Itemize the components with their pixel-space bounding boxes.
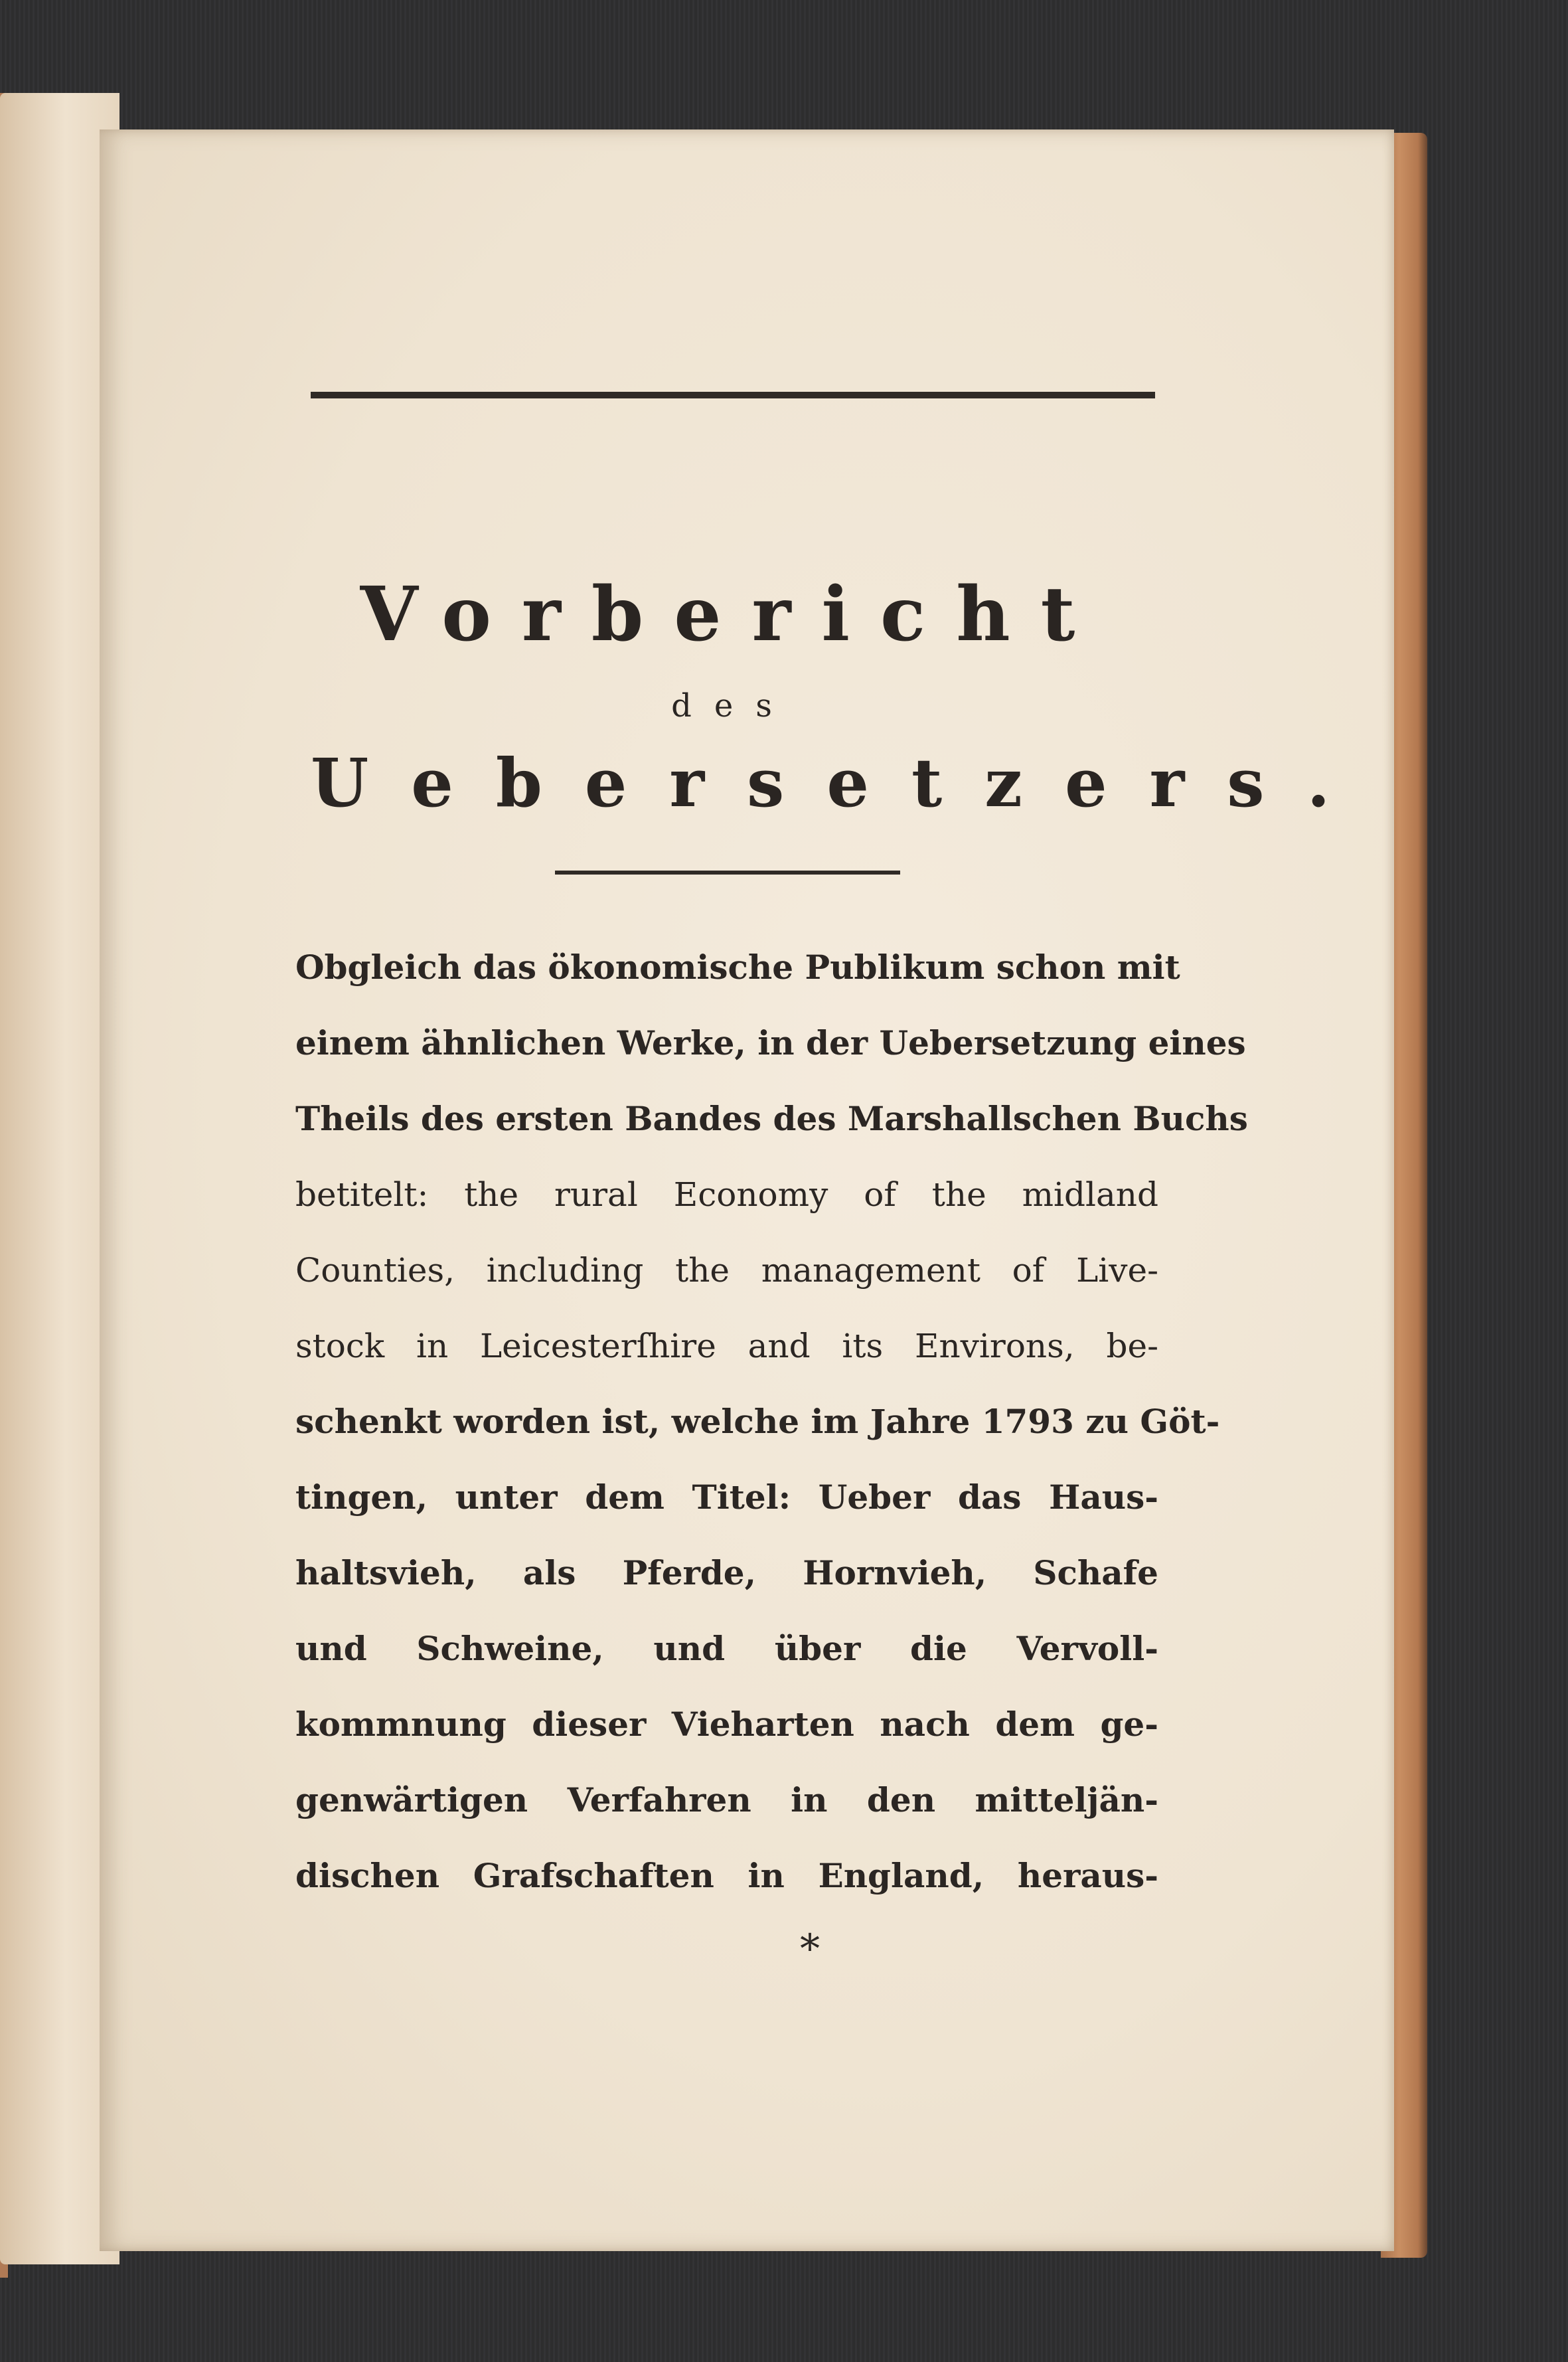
text-line: Obgleich das ökonomische Publikum schon mit	[295, 948, 1180, 987]
text-line: einem ähnlichen Werke, in der Uebersetzung eines	[295, 1023, 1246, 1062]
text-line: genwärtigen Verfahren in den mitteljän-	[295, 1780, 1158, 1819]
page-title: Vorbericht	[360, 571, 1106, 658]
title-connector: des	[671, 687, 795, 724]
text-line: kommnung dieser Vieharten nach dem ge-	[295, 1705, 1158, 1744]
body-text	[295, 930, 1248, 1914]
text-line: stock in Leicesterſhire and its Environs, be-	[295, 1327, 1158, 1365]
header-rule	[311, 392, 1155, 398]
text-line: und Schweine, und über die Vervoll-	[295, 1629, 1158, 1668]
page-subtitle: Uebersetzers.	[311, 744, 1373, 822]
text-line: dischen Grafschaften in England, heraus-	[295, 1856, 1158, 1895]
text-line: tingen, unter dem Titel: Ueber das Haus-	[295, 1477, 1158, 1517]
title-rule	[555, 871, 900, 875]
text-line: haltsvieh, als Pferde, Hornvieh, Schafe	[295, 1553, 1158, 1592]
text-line: Counties, including the management of Live-	[295, 1251, 1158, 1290]
text-line: betitelt: the rural Economy of the midland	[295, 1175, 1158, 1214]
signature-mark: *	[800, 1926, 820, 1972]
text-line: Theils des ersten Bandes des Marshallschen Buchs	[295, 1099, 1248, 1138]
text-line: schenkt worden ist, welche im Jahre 1793 zu Göt-	[295, 1402, 1220, 1441]
